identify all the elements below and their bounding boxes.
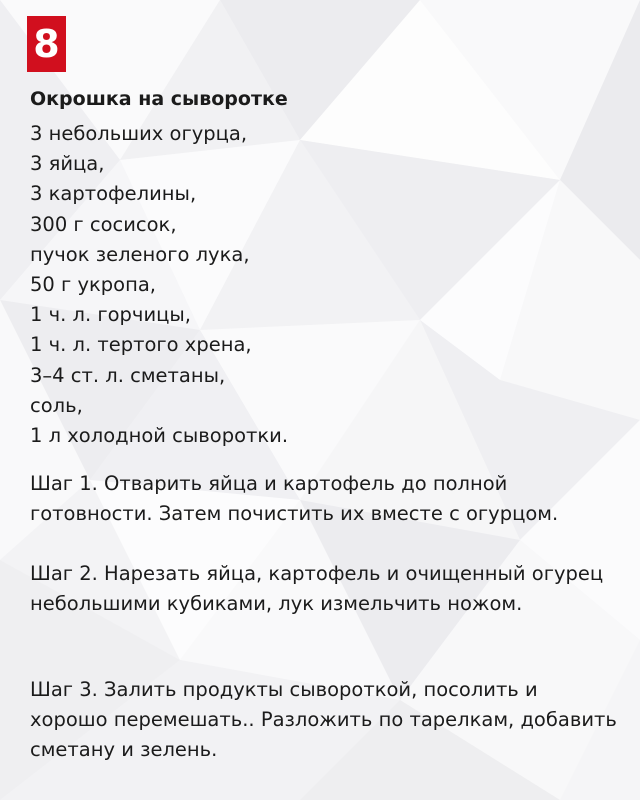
ingredient-item: 3 яйца, — [30, 152, 105, 176]
ingredient-item: 3 небольших огурца, — [30, 122, 248, 145]
step-number-badge: 8 — [27, 16, 66, 72]
ingredients-list — [30, 119, 288, 451]
ingredient-item: 1 л холодной сыворотки. — [30, 424, 289, 448]
ingredient-item: 3–4 ст. л. сметаны, — [30, 363, 226, 387]
ingredient-item: 50 г укропа, — [30, 273, 156, 297]
recipe-step-1: Шаг 1. Отварить яйца и картофель до полной готовности. Затем почистить их вместе с огурцом. — [30, 472, 559, 525]
ingredient-item: соль, — [30, 393, 83, 417]
ingredient-item: 300 г сосисок, — [30, 212, 177, 236]
recipe-step-3: Шаг 3. Залить продукты сывороткой, посолить и хорошо перемешать.. Разложить по тарелкам, добавить сметану и зелень. — [30, 678, 617, 761]
recipe-title: Окрошка на сыворотке — [30, 88, 288, 110]
ingredient-item: 3 картофелины, — [30, 182, 197, 206]
ingredient-item: 1 ч. л. горчицы, — [30, 303, 191, 327]
ingredient-item: 1 ч. л. тертого хрена, — [30, 333, 252, 357]
ingredient-item: пучок зеленого лука, — [30, 242, 250, 266]
recipe-step-2: Шаг 2. Нарезать яйца, картофель и очищенный огурец небольшими кубиками, лук измельчить ножом. — [30, 562, 604, 615]
